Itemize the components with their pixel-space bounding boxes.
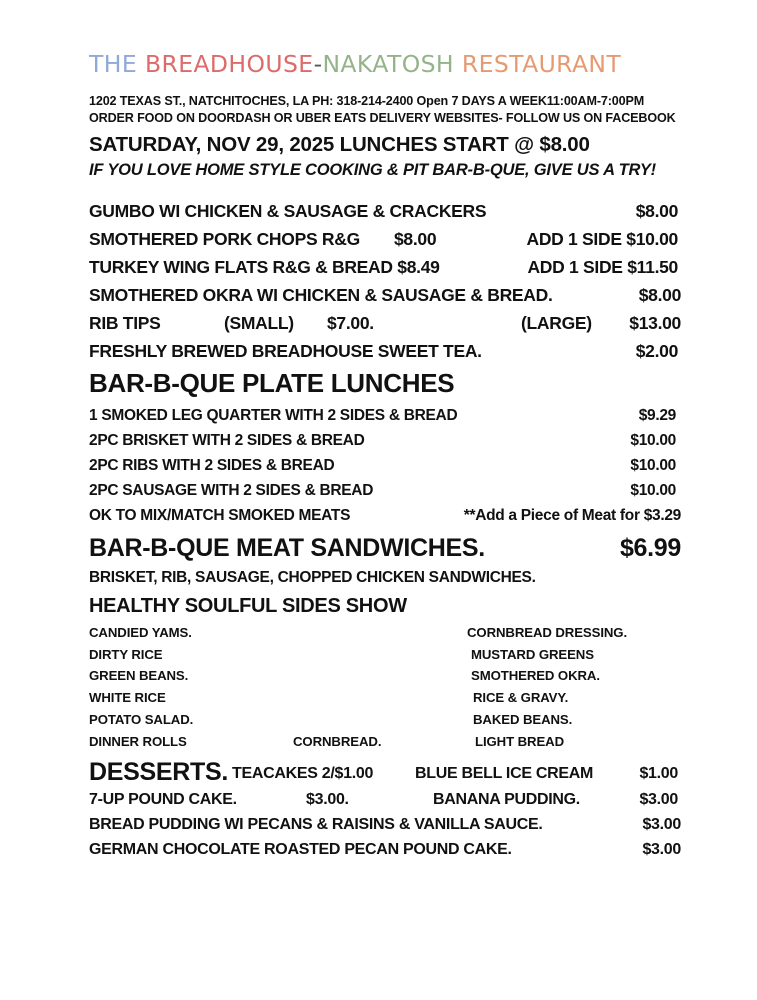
item-name: SMOTHERED OKRA WI CHICKEN & SAUSAGE & BREAD.: [89, 285, 553, 305]
item-price: $9.29: [638, 407, 676, 424]
item-price: ADD 1 SIDE $11.50: [527, 257, 678, 277]
side-right-2: SMOTHERED OKRA.: [471, 668, 600, 683]
item-name: GUMBO WI CHICKEN & SAUSAGE & CRACKERS: [89, 201, 487, 221]
side-middle-5: CORNBREAD.: [293, 734, 382, 749]
desserts-row-1: [89, 791, 681, 813]
restaurant-title: [89, 50, 621, 78]
small-price: $7.00.: [327, 313, 374, 333]
menu-item-sweet-tea: [89, 341, 681, 365]
side-right-3: RICE & GRAVY.: [473, 690, 569, 705]
item-price: $10.00: [630, 482, 676, 499]
menu-item-pork-chops: [89, 229, 681, 253]
item-name: 2PC SAUSAGE WITH 2 SIDES & BREAD: [89, 482, 374, 499]
dessert-bread-pudding: BREAD PUDDING WI PECANS & RAISINS & VANILLA SAUCE.: [89, 816, 543, 833]
tagline: IF YOU LOVE HOME STYLE COOKING & PIT BAR-B-QUE, GIVE US A TRY!: [89, 161, 656, 179]
dessert-german-chocolate: GERMAN CHOCOLATE ROASTED PECAN POUND CAKE.: [89, 841, 512, 858]
title-part-breadhouse: BREADHOUSE: [144, 50, 314, 78]
item-price: $8.00: [635, 201, 678, 221]
dessert-ice-cream-price: $1.00: [639, 765, 678, 782]
order-line: ORDER FOOD ON DOORDASH OR UBER EATS DELIVERY WEBSITES- FOLLOW US ON FACEBOOK: [89, 111, 676, 125]
sandwiches-heading-row: [89, 534, 681, 566]
title-part-the: THE: [89, 50, 145, 78]
note-right: **Add a Piece of Meat for $3.29: [463, 507, 681, 524]
item-price: $10.00: [630, 432, 676, 449]
item-name: 2PC BRISKET WITH 2 SIDES & BREAD: [89, 432, 365, 449]
title-part-dash: -: [313, 50, 323, 78]
address-line: 1202 TEXAS ST., NATCHITOCHES, LA PH: 318-214-2400 Open 7 DAYS A WEEK11:00AM-7:00PM: [89, 94, 645, 108]
side-right-5: LIGHT BREAD: [475, 734, 565, 749]
large-label: (LARGE): [521, 313, 592, 333]
bbq-item-brisket: [89, 432, 681, 454]
dessert-banana-pudding: BANANA PUDDING.: [433, 791, 580, 808]
item-price: $2.00: [635, 341, 678, 361]
side-right-1: MUSTARD GREENS: [471, 647, 594, 662]
bbq-mix-match-note: [89, 507, 681, 529]
item-name: SMOTHERED PORK CHOPS R&G: [89, 229, 360, 249]
item-name: TURKEY WING FLATS R&G & BREAD $8.49: [89, 257, 440, 277]
title-part-restaurant: RESTAURANT: [461, 50, 622, 78]
side-left-5: DINNER ROLLS: [89, 734, 187, 749]
bbq-item-leg-quarter: [89, 407, 681, 429]
sandwiches-price: $6.99: [619, 534, 681, 562]
bbq-plates-heading: BAR-B-QUE PLATE LUNCHES: [89, 368, 455, 398]
item-price: $8.00: [638, 285, 681, 305]
side-left-3: WHITE RICE: [89, 690, 166, 705]
menu-item-rib-tips: [89, 313, 681, 337]
desserts-heading: DESSERTS.: [89, 758, 228, 786]
sandwiches-description: BRISKET, RIB, SAUSAGE, CHOPPED CHICKEN SANDWICHES.: [89, 569, 536, 586]
menu-item-okra: [89, 285, 681, 309]
menu-item-turkey-wings: [89, 257, 681, 281]
dessert-teacakes: TEACAKES 2/$1.00: [232, 765, 374, 782]
item-price: ADD 1 SIDE $10.00: [526, 229, 678, 249]
side-right-0: CORNBREAD DRESSING.: [467, 625, 628, 640]
bbq-item-ribs: [89, 457, 681, 479]
sides-heading: HEALTHY SOULFUL SIDES SHOW: [89, 595, 407, 617]
date-line: SATURDAY, NOV 29, 2025 LUNCHES START @ $8.00: [89, 133, 590, 156]
item-name: 1 SMOKED LEG QUARTER WITH 2 SIDES & BREAD: [89, 407, 458, 424]
desserts-row-3: [89, 841, 681, 863]
item-name: FRESHLY BREWED BREADHOUSE SWEET TEA.: [89, 341, 482, 361]
dessert-pound-cake-price: $3.00.: [306, 791, 349, 808]
item-name: 2PC RIBS WITH 2 SIDES & BREAD: [89, 457, 335, 474]
small-label: (SMALL): [224, 313, 294, 333]
sandwiches-heading: BAR-B-QUE MEAT SANDWICHES.: [89, 534, 485, 562]
menu-item-gumbo: [89, 201, 681, 225]
dessert-banana-pudding-price: $3.00: [639, 791, 678, 808]
title-part-nakatosh: NAKATOSH: [322, 50, 462, 78]
side-left-2: GREEN BEANS.: [89, 668, 189, 683]
dessert-pound-cake: 7-UP POUND CAKE.: [89, 791, 237, 808]
item-base-price: $8.00: [394, 229, 437, 249]
dessert-bread-pudding-price: $3.00: [642, 816, 681, 833]
side-right-4: BAKED BEANS.: [473, 712, 573, 727]
item-price: $13.00: [629, 313, 681, 333]
bbq-item-sausage: [89, 482, 681, 504]
desserts-row-0: [89, 758, 681, 788]
side-left-1: DIRTY RICE: [89, 647, 163, 662]
dessert-german-chocolate-price: $3.00: [642, 841, 681, 858]
item-price: $10.00: [630, 457, 676, 474]
side-left-0: CANDIED YAMS.: [89, 625, 192, 640]
note-left: OK TO MIX/MATCH SMOKED MEATS: [89, 507, 351, 524]
item-name: RIB TIPS: [89, 313, 161, 333]
dessert-ice-cream: BLUE BELL ICE CREAM: [415, 765, 594, 782]
desserts-row-2: [89, 816, 681, 838]
side-left-4: POTATO SALAD.: [89, 712, 194, 727]
